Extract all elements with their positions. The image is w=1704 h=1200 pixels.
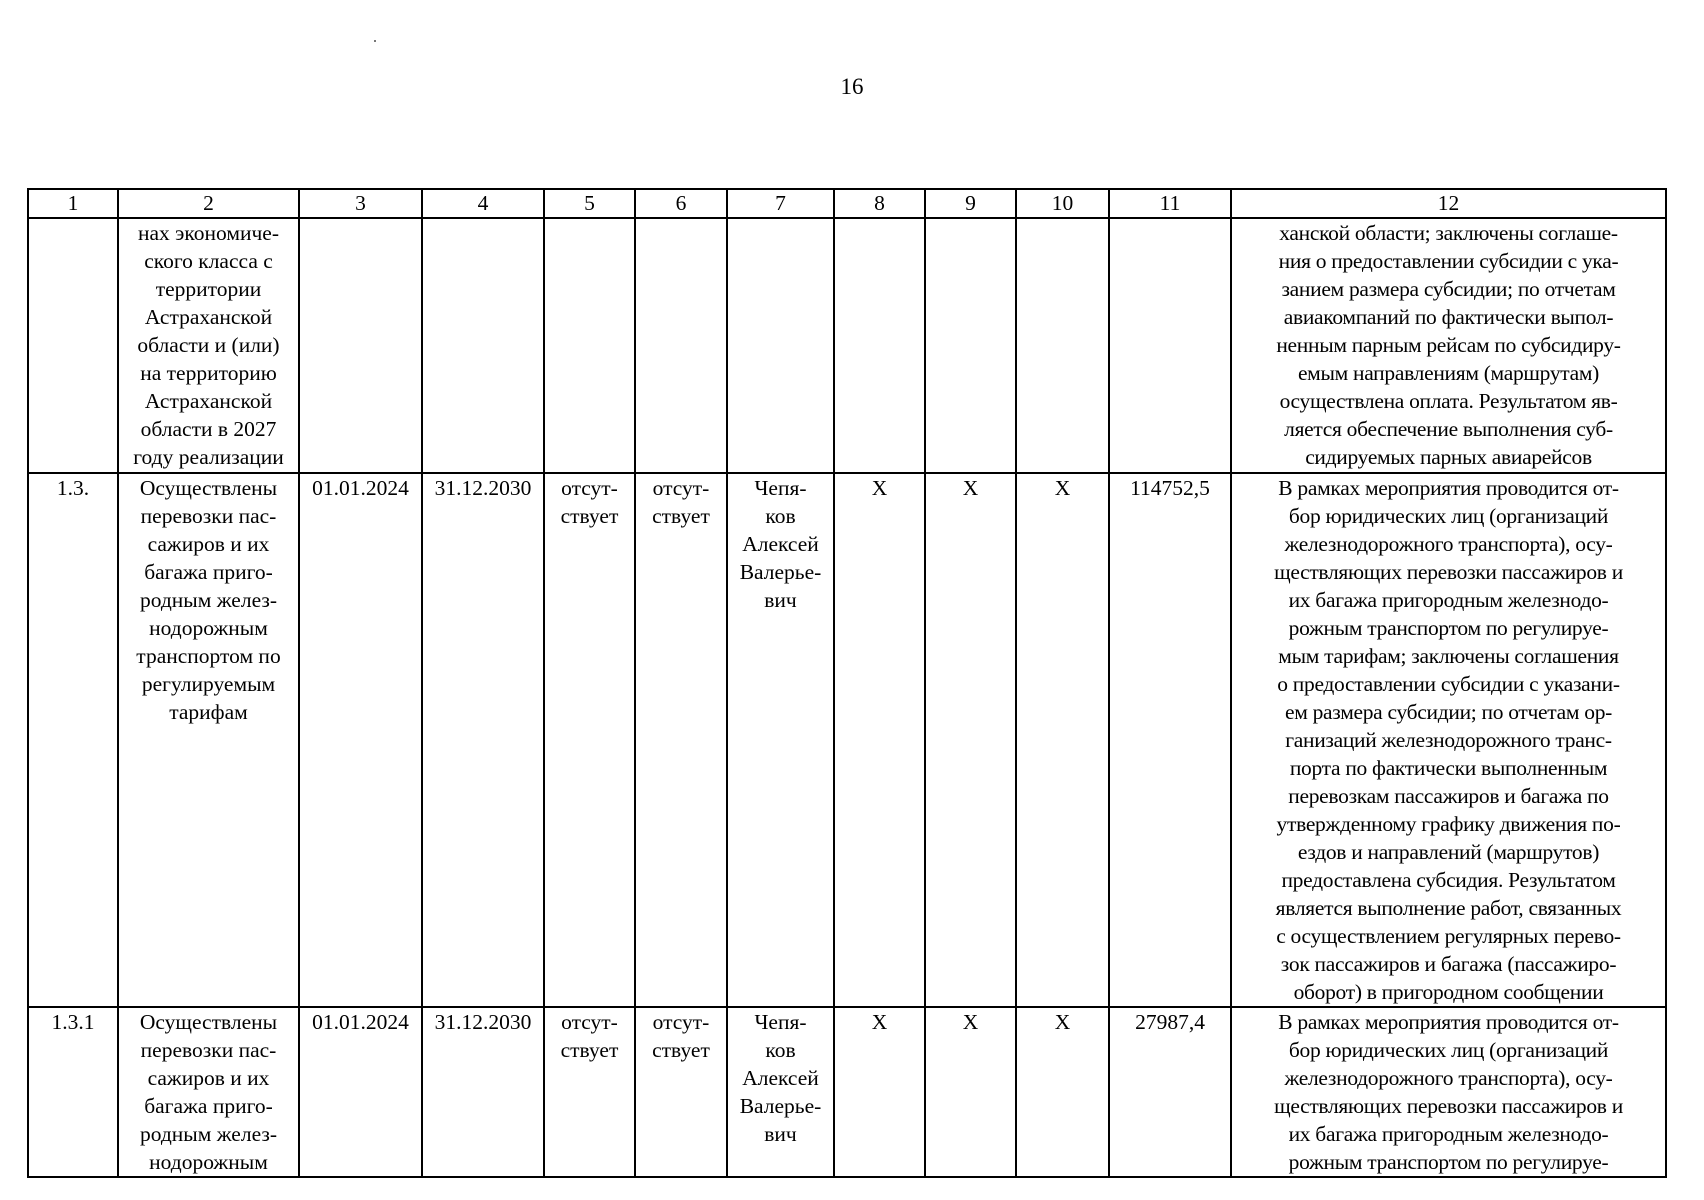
row-number-cell: 1.3.: [28, 473, 118, 1007]
start-date-cell: 01.01.2024: [299, 1007, 422, 1177]
data-table: [27, 188, 1667, 1178]
cell-col5: [544, 218, 635, 473]
amount-cell: 27987,4: [1109, 1007, 1231, 1177]
column-header: 7: [727, 189, 834, 218]
end-date-cell: 31.12.2030: [422, 1007, 544, 1177]
responsible-cell: Чепя- ков Алексей Валерье- вич: [727, 473, 834, 1007]
cell-col8: X: [834, 1007, 925, 1177]
description-cell: Осуществлены перевозки пас- сажиров и их багажа приго- родным желез- нодорожным транспортом по регулируемым тарифам: [118, 473, 299, 1007]
column-header: 11: [1109, 189, 1231, 218]
column-header: 12: [1231, 189, 1666, 218]
cell-col6: [635, 218, 727, 473]
table-row: [28, 218, 1666, 473]
column-header: 6: [635, 189, 727, 218]
end-date-cell: 31.12.2030: [422, 473, 544, 1007]
column-header: 10: [1016, 189, 1109, 218]
start-date-cell: 01.01.2024: [299, 473, 422, 1007]
result-cell: В рамках мероприятия проводится от- бор юридических лиц (организаций железнодорожного транспорта), осу- ществляющих перевозки пассажиров и их багажа пригородным железнодо- рожным транспортом по регулируе-: [1231, 1007, 1666, 1177]
row-number-cell: 1.3.1: [28, 1007, 118, 1177]
cell-col8: [834, 218, 925, 473]
column-header: 9: [925, 189, 1016, 218]
cell-col9: X: [925, 473, 1016, 1007]
start-date-cell: [299, 218, 422, 473]
description-cell: Осуществлены перевозки пас- сажиров и их багажа приго- родным желез- нодорожным: [118, 1007, 299, 1177]
column-header: 3: [299, 189, 422, 218]
result-cell: В рамках мероприятия проводится от- бор юридических лиц (организаций железнодорожного транспорта), осу- ществляющих перевозки пассажиров и их багажа пригородным железнодо- рожным транспортом по регулируе- мым тарифам; заключены соглашения о предоставлении субсидии с указани- ем размера субсидии; по отчетам ор- ганизаций железнодорожного транс- порта по фактически выполненным перевозкам пассажиров и багажа по утвержденному графику движения по- ездов и направлений (маршрутов) предоставлена субсидия. Результатом является выполнение работ, связанных с осуществлением регулярных перево- зок пассажиров и багажа (пассажиро- оборот) в пригородном сообщении: [1231, 473, 1666, 1007]
table-row: [28, 1007, 1666, 1177]
column-header: 4: [422, 189, 544, 218]
header-row: [28, 189, 1666, 218]
page-number: 16: [840, 74, 864, 99]
cell-col9: X: [925, 1007, 1016, 1177]
amount-cell: [1109, 218, 1231, 473]
column-header: 2: [118, 189, 299, 218]
cell-col9: [925, 218, 1016, 473]
table-row: [28, 473, 1666, 1007]
cell-col6: отсут- ствует: [635, 473, 727, 1007]
cell-col6: отсут- ствует: [635, 1007, 727, 1177]
amount-cell: 114752,5: [1109, 473, 1231, 1007]
cell-col8: X: [834, 473, 925, 1007]
row-number-cell: [28, 218, 118, 473]
scan-speck: [374, 40, 376, 42]
column-header: 8: [834, 189, 925, 218]
column-header: 1: [28, 189, 118, 218]
column-header: 5: [544, 189, 635, 218]
cell-col10: X: [1016, 473, 1109, 1007]
result-cell: ханской области; заключены соглаше- ния о предоставлении субсидии с ука- занием размера субсидии; по отчетам авиакомпаний по фактически выпол- ненным парным рейсам по субсидиру- емым направлениям (маршрутам) осуществлена оплата. Результатом яв- ляется обеспечение выполнения суб- сидируемых парных авиарейсов: [1231, 218, 1666, 473]
cell-col5: отсут- ствует: [544, 473, 635, 1007]
cell-col5: отсут- ствует: [544, 1007, 635, 1177]
end-date-cell: [422, 218, 544, 473]
cell-col10: X: [1016, 1007, 1109, 1177]
cell-col10: [1016, 218, 1109, 473]
responsible-cell: Чепя- ков Алексей Валерье- вич: [727, 1007, 834, 1177]
responsible-cell: [727, 218, 834, 473]
description-cell: нах экономиче- ского класса с территории Астраханской области и (или) на территорию Астраханской области в 2027 году реализации: [118, 218, 299, 473]
